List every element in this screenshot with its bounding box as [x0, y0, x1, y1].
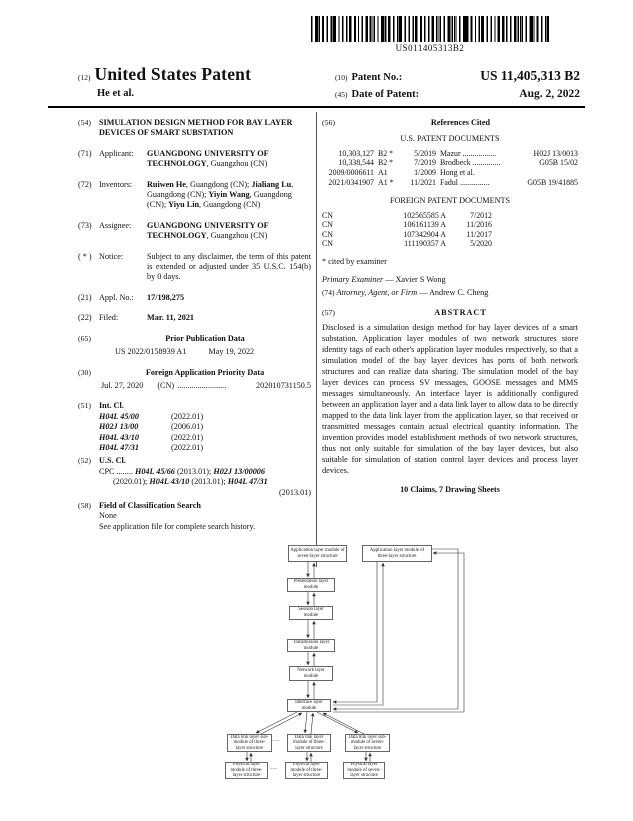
primary-examiner-name: Xavier S Wong	[395, 275, 446, 285]
inventors-label: Inventors:	[99, 179, 133, 189]
box-physical-seven: Physical layer module of seven-layer structure	[343, 762, 385, 779]
cpc-code: H02J 13/00006	[213, 466, 265, 476]
field-num-10: (10)	[335, 73, 348, 82]
section-51	[78, 401, 311, 453]
header-right	[335, 68, 580, 104]
int-cl-row	[99, 443, 311, 453]
us-doc-name: Hong et al.	[440, 168, 475, 177]
column-divider	[316, 112, 317, 567]
us-doc-leader	[477, 168, 576, 178]
foreign-patent-row	[322, 230, 578, 240]
cpc-code: H04L 43/10	[149, 477, 190, 487]
inventor-name: Yiyu Lin	[168, 200, 200, 210]
box-datalink-three: Data link layer module of three-layer structure	[287, 734, 331, 752]
foreign-priority-heading: Foreign Application Priority Data	[145, 367, 265, 377]
notice-num: ( * )	[78, 251, 92, 261]
invention-title: SIMULATION DESIGN METHOD FOR BAY LAYER DEVICES OF SMART SUBSTATION	[99, 118, 293, 138]
section-52-num: (52)	[78, 456, 91, 466]
box-datalink-sub-three: Data link layer sub-module of three-layer structure	[227, 734, 272, 752]
section-54-num: (54)	[78, 118, 91, 127]
primary-examiner-label: Primary Examiner	[322, 275, 384, 285]
section-notice	[78, 252, 311, 283]
dash: —	[383, 275, 396, 285]
inventor-location: , Guangdong (CN);	[185, 179, 252, 189]
figure-ellipsis: ......	[272, 738, 280, 743]
foreign-doc-country: CN	[322, 220, 333, 230]
kind-code-12: (12)	[78, 73, 91, 82]
assignee-label: Assignee:	[99, 220, 132, 230]
us-doc-name: Mazur	[440, 148, 461, 158]
cpc-line-3: (2013.01)	[278, 487, 311, 497]
prior-pub-number: US 2022/0158939 A1	[115, 347, 187, 357]
box-datalink-sub-seven: Data link layer sub-module of seven-layer structure	[345, 734, 390, 752]
foreign-doc-date: 5/2020	[470, 239, 492, 249]
applicant-value	[147, 149, 311, 170]
notice-label: Notice:	[99, 251, 124, 261]
box-network-layer: Network layer module	[289, 666, 333, 681]
inventors-text	[147, 180, 311, 211]
assignee-location: , Guangzhou (CN)	[206, 231, 268, 241]
applicant-location: , Guangzhou (CN)	[206, 159, 268, 169]
cpc-line-1	[99, 467, 311, 477]
figure-ellipsis: ......	[270, 766, 278, 771]
us-doc-date: 7/2019	[414, 158, 436, 168]
prior-pub-line	[99, 347, 311, 357]
int-cl-row	[99, 433, 311, 443]
box-physical-three-mid: Physical layer module of three-layer structure	[285, 762, 328, 779]
box-transmission-layer: Transmission layer module	[287, 639, 335, 652]
section-21-num: (21)	[78, 292, 92, 302]
cpc-code: H04L 45/66	[134, 466, 175, 476]
priority-date: Jul. 27, 2020	[101, 380, 144, 390]
cpc-year: (2020.01);	[113, 477, 150, 487]
us-doc-name: Fadul	[440, 177, 458, 187]
inventor-location: , Guangdong (CN);	[147, 190, 292, 210]
us-doc-name: Brodbeck	[440, 158, 471, 168]
int-cl-year: (2022.01)	[171, 432, 204, 442]
appl-no-value: 17/198,275	[147, 292, 185, 302]
section-30-num: (30)	[78, 367, 91, 377]
foreign-patent-row	[322, 239, 578, 249]
prior-pub-date: May 19, 2022	[208, 347, 255, 357]
filed-value: Mar. 11, 2021	[147, 313, 195, 323]
section-56-num: (56)	[322, 118, 335, 127]
us-patent-row	[322, 168, 578, 178]
section-57-num: (57)	[322, 308, 335, 318]
us-doc-class: G05B 15/02	[539, 158, 578, 168]
foreign-patent-docs-heading: FOREIGN PATENT DOCUMENTS	[389, 196, 511, 206]
int-cl-code: H02J 13/00	[99, 422, 139, 432]
us-patent-row	[322, 149, 578, 159]
int-cl-code: H04L 43/10	[99, 432, 139, 442]
us-doc-leader: .................	[462, 148, 497, 158]
box-presentation-layer: Presentation layer module	[287, 578, 335, 592]
foreign-doc-number: 102565585 A	[403, 210, 446, 220]
section-65-num: (65)	[78, 333, 91, 343]
us-doc-kind: B2 *	[378, 148, 394, 158]
document-title: United States Patent	[94, 64, 252, 84]
dash: —	[417, 287, 429, 297]
us-patent-row	[322, 158, 578, 168]
abstract-heading: ABSTRACT	[434, 308, 487, 318]
inventor-location: , Guangdong (CN)	[199, 200, 261, 210]
section-58-num: (58)	[78, 500, 91, 510]
field-num-45: (45)	[335, 90, 348, 99]
us-doc-date: 5/2019	[414, 148, 436, 158]
us-doc-date: 11/2021	[410, 177, 436, 187]
right-column	[322, 118, 578, 495]
int-cl-row	[99, 412, 311, 422]
section-22	[78, 313, 311, 323]
foreign-doc-country: CN	[322, 229, 333, 239]
section-21	[78, 293, 311, 303]
us-doc-number: 10,303,127	[338, 148, 374, 158]
attorney-name: Andrew C. Cheng	[428, 287, 489, 297]
barcode-image	[311, 16, 549, 42]
section-73	[78, 221, 311, 242]
inventor-name: Ruiwen He	[147, 179, 186, 189]
box-session-layer: Session layer module	[289, 606, 333, 620]
int-cl-year: (2022.01)	[171, 442, 204, 452]
section-74-num: (74)	[322, 287, 335, 297]
section-72	[78, 180, 311, 211]
us-cl-label: U.S. Cl.	[99, 456, 126, 466]
section-71-num: (71)	[78, 148, 92, 158]
foreign-doc-country: CN	[322, 239, 333, 249]
foreign-patent-row	[322, 211, 578, 221]
int-cl-code: H04L 45/00	[99, 411, 139, 421]
priority-dots: ........................	[177, 380, 227, 390]
priority-number: 202010731150.5	[256, 380, 311, 390]
foreign-doc-date: 11/2016	[466, 220, 492, 230]
section-56	[322, 118, 578, 128]
foreign-doc-date: 11/2017	[466, 229, 492, 239]
box-app-layer-seven: Application layer module of seven-layer structure	[288, 545, 347, 562]
claims-drawing-line: 10 Claims, 7 Drawing Sheets	[400, 484, 500, 494]
attorney-line	[322, 288, 578, 298]
date-of-patent-value: Aug. 2, 2022	[519, 88, 580, 100]
inventor-name: Jialiang Lu	[251, 179, 292, 189]
us-doc-leader: ..............	[472, 158, 501, 168]
left-column	[78, 118, 311, 542]
cpc-year: (2013.01);	[174, 466, 214, 476]
section-71	[78, 149, 311, 170]
us-doc-number: 10,338,544	[338, 158, 374, 168]
header-rule	[48, 106, 585, 108]
foreign-doc-date: 7/2012	[470, 210, 492, 220]
section-52	[78, 456, 311, 498]
inventor-name: Yiyin Wang	[208, 190, 250, 200]
box-app-layer-three: Application layer module of three-layer structure	[362, 545, 432, 562]
assignee-name: GUANGDONG UNIVERSITY OF TECHNOLOGY	[147, 220, 269, 241]
inventor-short-name: He et al.	[97, 88, 135, 99]
section-72-num: (72)	[78, 179, 92, 189]
abstract-text: Disclosed is a simulation design method for bay layer devices of a smart substation. Application layer modules of two network structures store identity tags of each other's application layer modules respectively, so that a simulation model of the bay layer devices has ports of both network structures and can realize data sharing. The simulation model of the bay layer devices can process SV messages, GOOSE messages and MMS messages simultaneously. An interface layer is additionally configured between an application layer and a data link layer to allow data to be directly mapped to the data link layer from the application layer, so that received or transmitted messages contain actual electrical quantity information. The invention provides model establishment methods of two network structures, thus not only suitable for simulation of the bay layer devices, but also suitable for simulation of station control layer devices and process layer devices.	[322, 322, 578, 475]
us-doc-date: 1/2009	[414, 168, 436, 177]
applicant-name: GUANGDONG UNIVERSITY OF TECHNOLOGY	[147, 148, 269, 169]
foreign-patent-row	[322, 220, 578, 230]
box-interface-layer: Interface layer module	[287, 699, 331, 712]
foreign-doc-number: 107342904 A	[403, 229, 446, 239]
foreign-doc-number: 111190357 A	[404, 239, 446, 249]
cpc-line-2	[99, 477, 311, 487]
us-doc-leader: ...............	[459, 177, 490, 187]
int-cl-year: (2022.01)	[171, 411, 204, 421]
section-73-num: (73)	[78, 220, 92, 230]
int-cl-label: Int. Cl.	[99, 401, 124, 411]
us-doc-class: H02J 13/0013	[533, 148, 578, 158]
int-cl-code: H04L 47/31	[99, 442, 139, 452]
filed-label: Filed:	[99, 313, 119, 323]
section-57	[322, 308, 578, 318]
patent-no-value: US 11,405,313 B2	[480, 68, 580, 83]
assignee-value	[147, 221, 311, 242]
us-doc-class: G05B 19/41885	[527, 177, 578, 187]
section-51-num: (51)	[78, 401, 91, 411]
us-doc-kind: A1	[378, 168, 388, 177]
box-physical-three-left: Physical layer module of three-layer structure	[225, 762, 268, 779]
section-30	[78, 368, 311, 392]
int-cl-year: (2006.01)	[171, 422, 204, 432]
date-of-patent-label: Date of Patent:	[351, 89, 420, 100]
cpc-code: H04L 47/31	[227, 477, 268, 487]
inventor-location: , Guangdong (CN);	[147, 179, 294, 200]
header-left	[78, 64, 251, 99]
primary-examiner-line	[322, 275, 578, 285]
cpc-prefix: CPC ........	[99, 466, 135, 476]
field-of-search-note: See application file for complete search history.	[99, 521, 256, 531]
barcode	[308, 16, 552, 53]
us-doc-kind: B2 *	[378, 158, 394, 168]
field-of-search-none: None	[99, 511, 117, 521]
section-22-num: (22)	[78, 313, 92, 323]
foreign-priority-line	[99, 381, 311, 391]
patent-no-label: Patent No.:	[351, 72, 403, 83]
cpc-year: (2013.01);	[189, 477, 228, 487]
section-58	[78, 501, 311, 532]
foreign-doc-country: CN	[322, 210, 333, 220]
us-patent-docs-heading: U.S. PATENT DOCUMENTS	[400, 134, 500, 144]
attorney-label: Attorney, Agent, or Firm	[336, 287, 418, 297]
int-cl-row	[99, 422, 311, 432]
barcode-number: US011405313B2	[395, 43, 465, 53]
foreign-doc-number: 106161139 A	[403, 220, 446, 230]
cited-by-examiner-note: * cited by examiner	[322, 256, 387, 266]
applicant-label: Applicant:	[99, 148, 134, 158]
appl-no-label: Appl. No.:	[99, 292, 134, 302]
section-65	[78, 334, 311, 358]
notice-text: Subject to any disclaimer, the term of this patent is extended or adjusted under 35 U.S.C. 154(b) by 0 days.	[147, 251, 311, 282]
section-54	[78, 118, 311, 139]
field-of-search-label: Field of Classification Search	[99, 500, 201, 510]
us-doc-number: 2009/0006611	[328, 168, 374, 177]
references-cited-heading: References Cited	[430, 118, 491, 127]
prior-pub-heading: Prior Publication Data	[165, 333, 245, 343]
us-patent-row	[322, 178, 578, 188]
us-doc-kind: A1 *	[378, 177, 394, 187]
drawing-sheet-figure	[0, 538, 633, 808]
us-doc-number: 2021/0341907	[328, 177, 374, 187]
priority-country: (CN)	[157, 380, 175, 390]
